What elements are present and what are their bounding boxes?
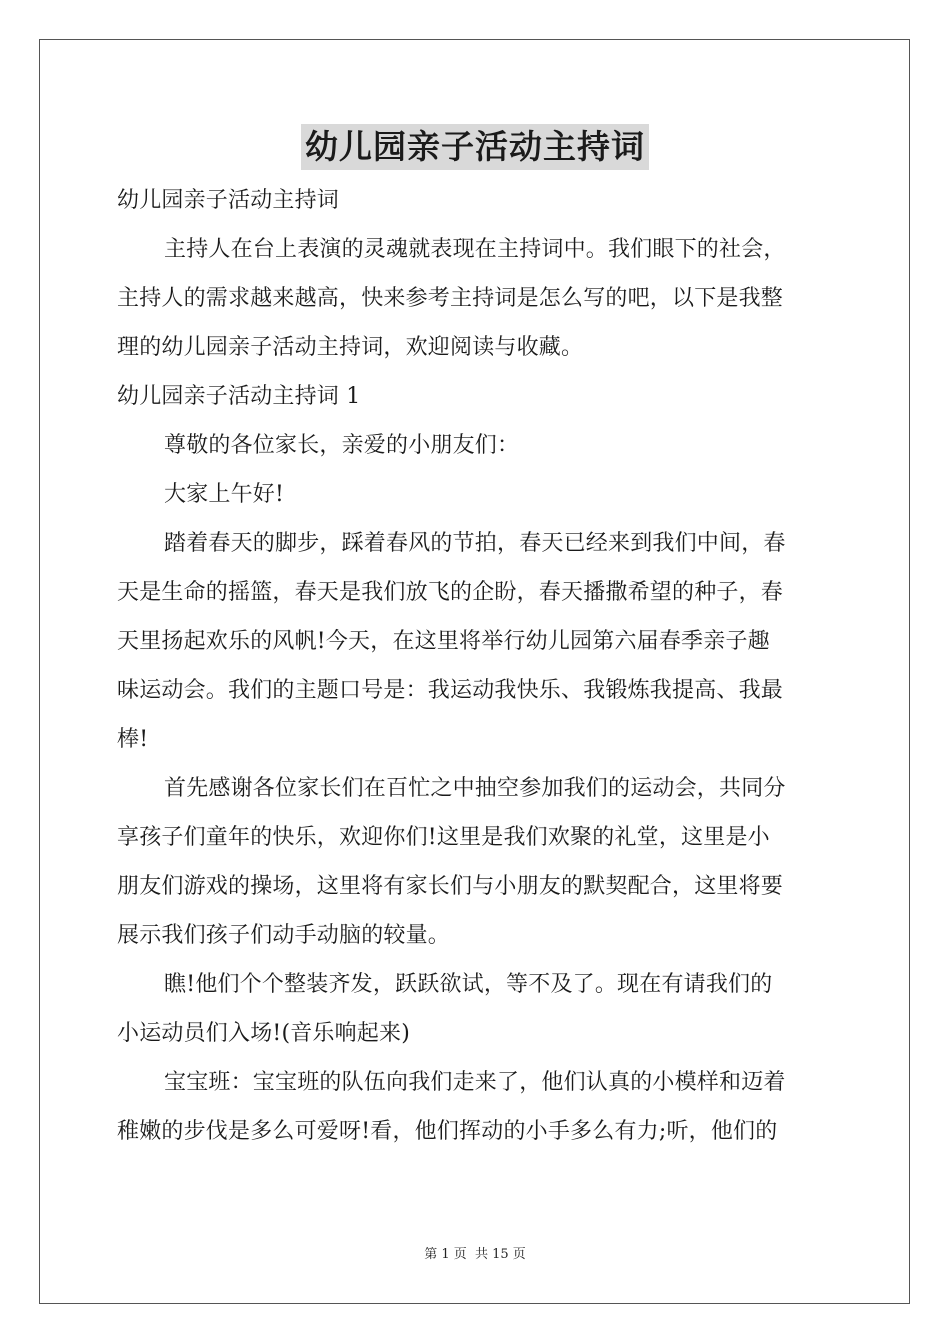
document-body [117,176,837,1156]
text-line: 味运动会。我们的主题口号是：我运动我快乐、我锻炼我提高、我最 [117,678,784,703]
text-line: 天是生命的摇篮，春天是我们放飞的企盼，春天播撒希望的种子，春 [117,580,784,605]
text-line: 展示我们孩子们动手动脑的较量。 [117,923,451,948]
text-line: 幼儿园亲子活动主持词 1 [117,384,361,409]
text-line: 踏着春天的脚步，踩着春风的节拍，春天已经来到我们中间，春 [164,531,786,556]
page-total: 共 15 页 [474,1247,526,1262]
text-line: 天里扬起欢乐的风帆!今天，在这里将举行幼儿园第六届春季亲子趣 [117,629,770,654]
text-line: 享孩子们童年的快乐，欢迎你们!这里是我们欢聚的礼堂，这里是小 [117,825,770,850]
text-line: 大家上午好! [164,482,285,507]
text-line: 朋友们游戏的操场，这里将有家长们与小朋友的默契配合，这里将要 [117,874,784,899]
text-line: 幼儿园亲子活动主持词 [117,188,340,213]
text-line: 稚嫩的步伐是多么可爱呀!看，他们挥动的小手多么有力;听，他们的 [117,1119,778,1144]
text-line: 小运动员们入场!(音乐响起来) [117,1021,411,1046]
title-container [0,124,950,170]
text-line: 首先感谢各位家长们在百忙之中抽空参加我们的运动会，共同分 [164,776,786,801]
text-line: 尊敬的各位家长，亲爱的小朋友们： [164,433,520,458]
document-title: 幼儿园亲子活动主持词 [301,124,649,170]
page-number: 第 1 页 [424,1247,467,1262]
text-line: 理的幼儿园亲子活动主持词，欢迎阅读与收藏。 [117,335,584,360]
page-footer [0,1246,950,1264]
text-line: 棒! [117,727,149,752]
text-line: 宝宝班：宝宝班的队伍向我们走来了，他们认真的小模样和迈着 [164,1070,786,1095]
text-line: 主持人在台上表演的灵魂就表现在主持词中。我们眼下的社会， [164,237,786,262]
text-line: 瞧!他们个个整装齐发，跃跃欲试，等不及了。现在有请我们的 [164,972,773,997]
text-line: 主持人的需求越来越高，快来参考主持词是怎么写的吧，以下是我整 [117,286,784,311]
